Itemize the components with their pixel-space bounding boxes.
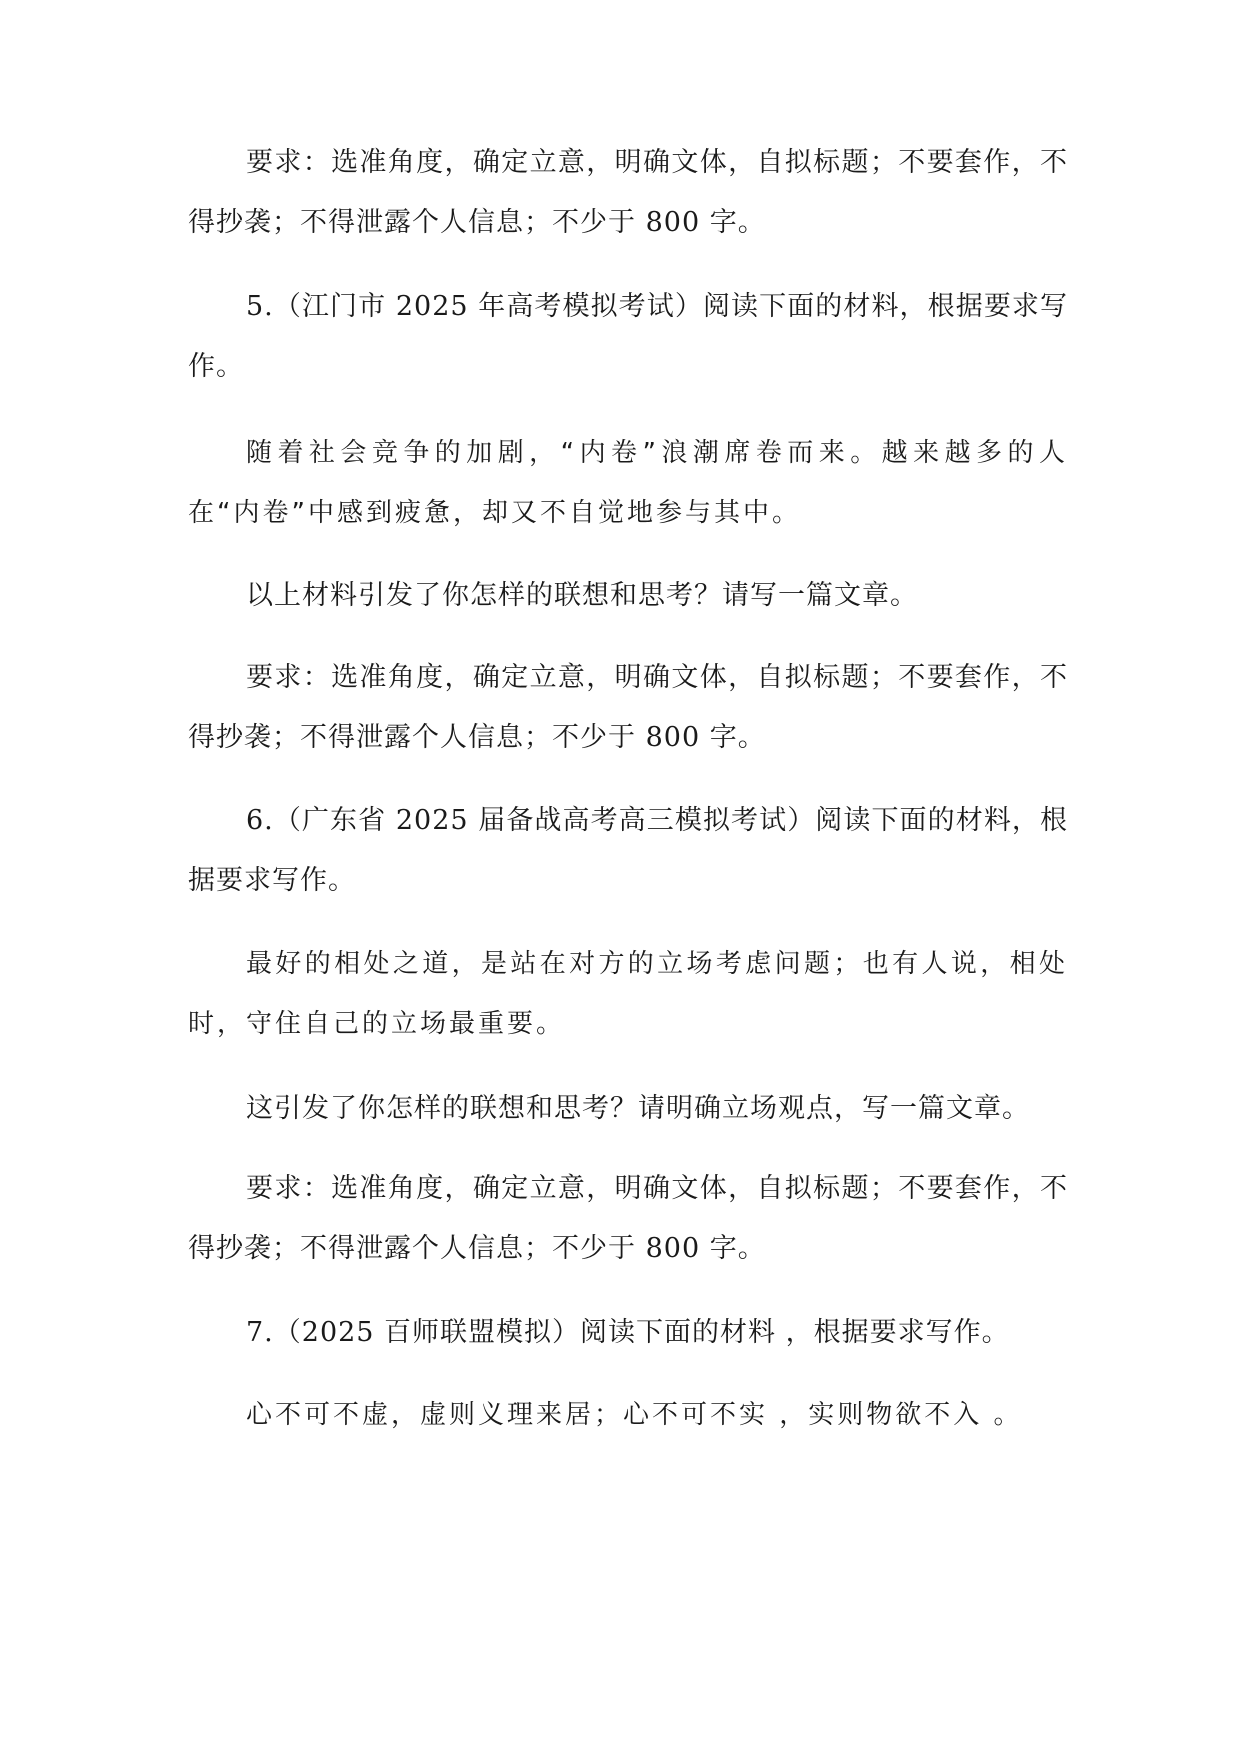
requirements-paragraph: 要求：选准角度，确定立意，明确文体，自拟标题；不要套作，不得抄袭；不得泄露个人信息；不少于 800 字。: [188, 147, 1068, 238]
question-6-title: 6.（广东省 2025 届备战高考高三模拟考试）阅读下面的材料，根据要求写作。: [188, 805, 1068, 896]
question-7-title: 7.（2025 百师联盟模拟）阅读下面的材料 ，根据要求写作。: [246, 1317, 1010, 1348]
question-5-material: 随着社会竞争的加剧，“内卷”浪潮席卷而来。越来越多的人在“内卷”中感到疲惫，却又不自觉地参与其中。: [188, 438, 1068, 528]
question-6-requirements: 要求：选准角度，确定立意，明确文体，自拟标题；不要套作，不得抄袭；不得泄露个人信息；不少于 800 字。: [188, 1173, 1068, 1264]
question-6-material: 最好的相处之道，是站在对方的立场考虑问题；也有人说，相处时，守住自己的立场最重要。: [188, 949, 1068, 1039]
question-6-prompt: 这引发了你怎样的联想和思考？请明确立场观点，写一篇文章。: [246, 1093, 1030, 1124]
question-7-material: 心不可不虚，虚则义理来居；心不可不实 ，实则物欲不入 。: [246, 1400, 1023, 1430]
question-5-prompt: 以上材料引发了你怎样的联想和思考？请写一篇文章。: [246, 580, 918, 611]
question-5-requirements: 要求：选准角度，确定立意，明确文体，自拟标题；不要套作，不得抄袭；不得泄露个人信息；不少于 800 字。: [188, 662, 1068, 753]
question-5-title: 5.（江门市 2025 年高考模拟考试）阅读下面的材料，根据要求写作。: [188, 291, 1068, 382]
